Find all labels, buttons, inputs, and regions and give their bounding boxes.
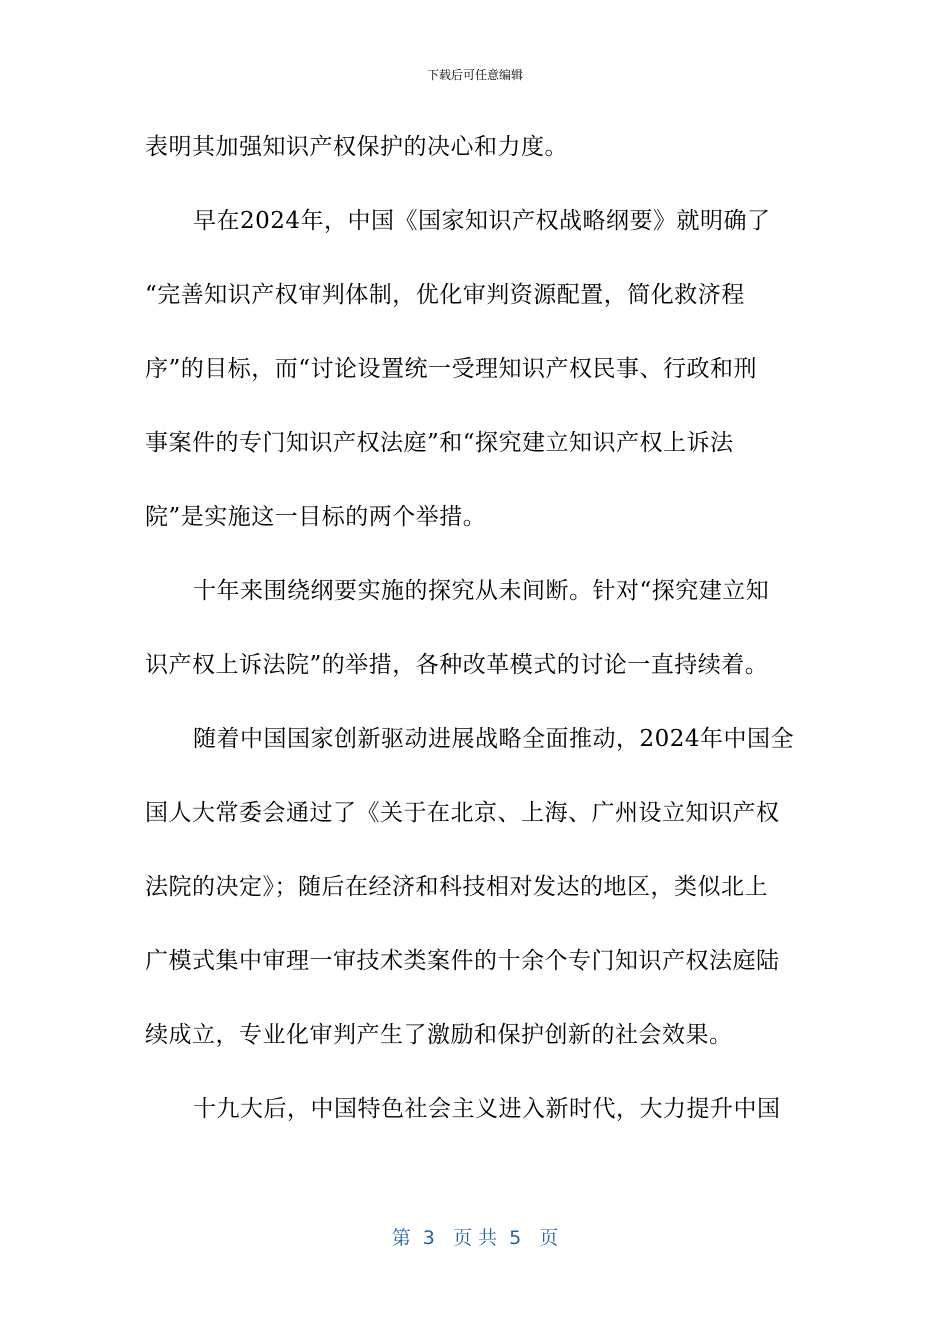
- body-line-6: 院”是实施这一目标的两个举措。: [145, 504, 487, 530]
- body-line-4: 序”的目标，而“讨论设置统一受理知识产权民事、行政和刑: [145, 356, 758, 382]
- body-line-7: 十年来围绕纲要实施的探究从未间断。针对“探究建立知: [193, 578, 770, 604]
- document-body: [145, 118, 800, 1154]
- body-line-2: 早在2024年，中国《国家知识产权战略纲要》就明确了: [193, 208, 771, 234]
- body-line-3: “完善知识产权审判体制，优化审判资源配置，简化救济程: [145, 282, 745, 308]
- body-line-10: 国人大常委会通过了《关于在北京、上海、广州设立知识产权: [145, 800, 780, 826]
- body-line-13: 续成立，专业化审判产生了激励和保护创新的社会效果。: [145, 1022, 733, 1048]
- body-line-14: 十九大后，中国特色社会主义进入新时代，大力提升中国: [193, 1096, 781, 1122]
- body-line-11: 法院的决定》；随后在经济和科技相对发达的地区，类似北上: [145, 874, 768, 900]
- page-header: 下载后可任意编辑: [426, 68, 523, 82]
- page-number-footer: 第 3 页 共 5 页: [391, 1227, 559, 1249]
- body-line-5: 事案件的专门知识产权法庭”和“探究建立知识产权上诉法: [145, 430, 734, 456]
- body-line-12: 广模式集中审理一审技术类案件的十余个专门知识产权法庭陆: [145, 948, 780, 974]
- body-line-1: 表明其加强知识产权保护的决心和力度。: [145, 134, 568, 160]
- body-line-8: 识产权上诉法院”的举措，各种改革模式的讨论一直持续着。: [145, 652, 769, 678]
- body-line-9: 随着中国国家创新驱动进展战略全面推动，2024年中国全: [193, 726, 795, 752]
